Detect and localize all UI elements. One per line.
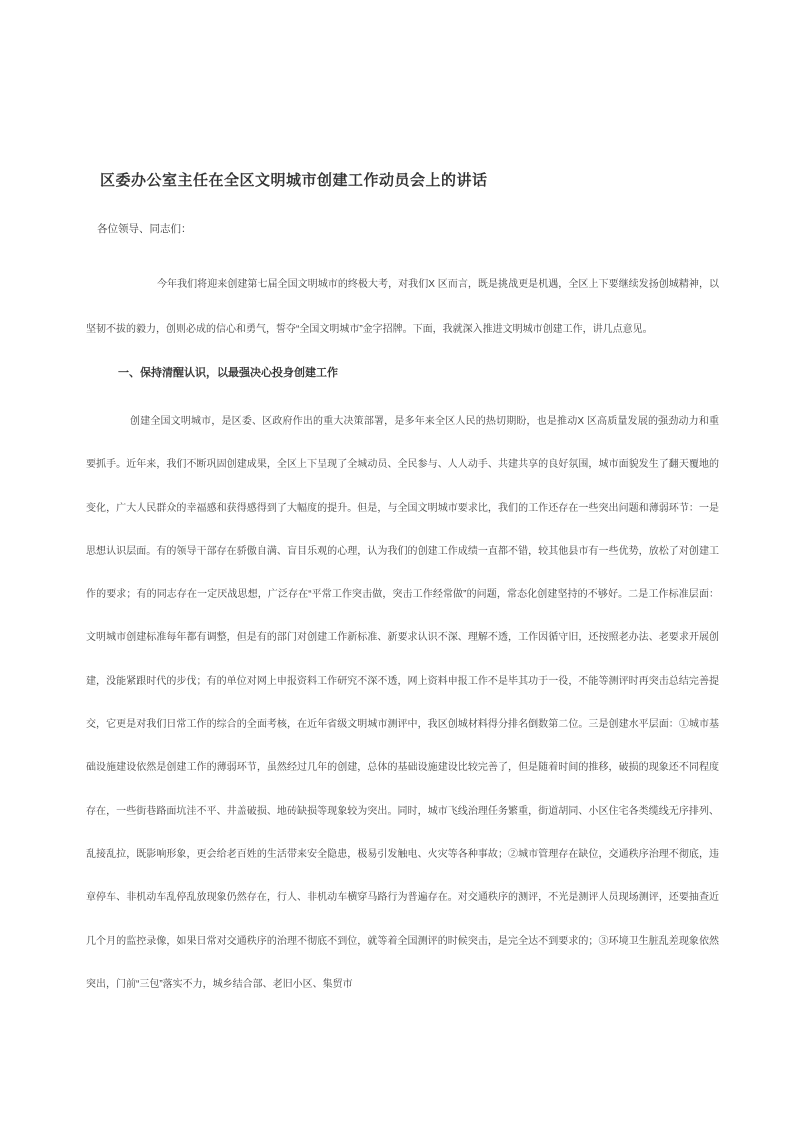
- salutation-line: 各位领导、同志们：: [97, 223, 192, 235]
- section-1-body: 创建全国文明城市，是区委、区政府作出的重大决策部署，是多年来全区人民的热切期盼，也是推动X 区高质量发展的强劲动力和重要抓手。近年来，我们不断巩固创建成果，全区上下呈现了全城动员、全民参与、人人动手、共建共享的良好氛围，城市面貌发生了翻天覆地的变化，广大人民群众的幸福感和获得感得到了大幅度的提升。但是，与全国文明城市要求比，我们的工作还存在一些突出问题和薄弱环节：一是思想认识层面。有的领导干部存在骄傲自满、盲目乐观的心理，认为我们的创建工作成绩一直都不错，较其他县市有一些优势，放松了对创建工作的要求；有的同志存在一定厌战思想，广泛存在“平常工作突击做，突击工作经常做”的问题，常态化创建坚持的不够好。二是工作标准层面：文明城市创建标准每年都有调整，但是有的部门对创建工作新标准、新要求认识不深、理解不透，工作因循守旧，还按照老办法、老要求开展创建，没能紧跟时代的步伐；有的单位对网上申报资料工作研究不深不透，网上资料申报工作不是毕其功于一役，不能等测评时再突击总结完善提交，它更是对我们日常工作的综合的全面考核，在近年省级文明城市测评中，我区创城材料得分排名倒数第二位。三是创建水平层面：①城市基础设施建设依然是创建工作的薄弱环节，虽然经过几年的创建，总体的基础设施建设比较完善了，但是随着时间的推移，破损的现象还不同程度存在，一些街巷路面坑洼不平、井盖破损、地砖缺损等现象较为突出。同时，城市飞线治理任务繁重，街道胡同、小区住宅各类缆线无序排列、乱接乱拉，既影响形象，更会给老百姓的生活带来安全隐患，极易引发触电、火灾等各种事故；②城市管理存在缺位，交通秩序治理不彻底，违章停车、非机动车乱停乱放现象仍然存在，行人、非机动车横穿马路行为普遍存在。对交通秩序的测评，不光是测评人员现场测评，还要抽查近几个月的监控录像，如果日常对交通秩序的治理不彻底不到位，就等着全国测评的时候突击，是完全达不到要求的；③环境卫生脏乱差现象依然突出，门前“三包”落实不力，城乡结合部、老旧小区、集贸市: [86, 416, 719, 990]
- document-title: 区委办公室主任在全区文明城市创建工作动员会上的讲话: [100, 172, 488, 189]
- section-1-heading: 一、保持清醒认识，以最强决心投身创建工作: [118, 367, 338, 379]
- intro-paragraph: 今年我们将迎来创建第七届全国文明城市的终极大考，对我们X 区而言，既是挑战更是机遇，全区上下要继续发扬创城精神，以坚韧不拔的毅力，创则必成的信心和勇气，誓夺“全国文明城市”金字招牌。下面，我就深入推进文明城市创建工作，讲几点意见。: [86, 279, 719, 335]
